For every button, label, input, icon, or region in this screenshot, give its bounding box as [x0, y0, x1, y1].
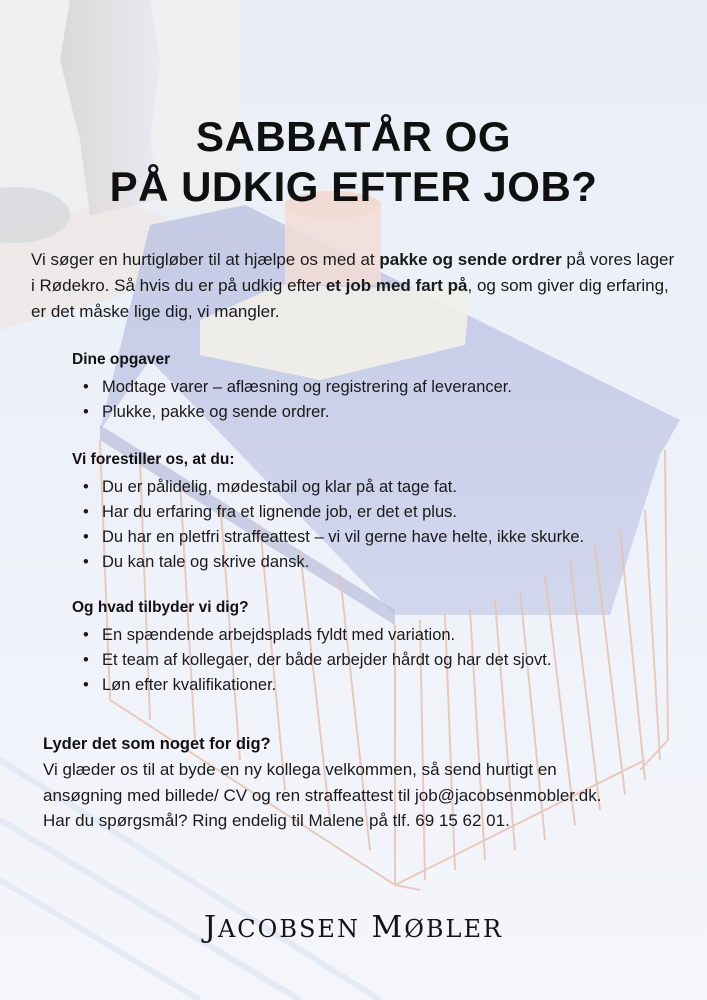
company-logo [0, 910, 707, 945]
list-item: • En spændende arbejdsplads fyldt med variation. [72, 623, 672, 648]
intro-text-3: , og som giver dig erfaring, er det måske lige dig, vi mangler. [31, 276, 669, 321]
section-heading: Vi forestiller os, at du: [72, 451, 235, 468]
list-item: • Løn efter kvalifikationer. [72, 673, 672, 698]
logo-initial-j: J [203, 910, 218, 945]
closing-heading: Lyder det som noget for dig? [43, 735, 271, 753]
closing-section [43, 732, 683, 834]
logo-text-obler: ØBLER [404, 915, 504, 943]
list-item: • Modtage varer – aflæsning og registrering af leverancer. [72, 375, 672, 400]
list-item: • Du har en pletfri straffeattest – vi vil gerne have helte, ikke skurke. [72, 525, 672, 550]
section-heading: Og hvad tilbyder vi dig? [72, 599, 249, 616]
list-item: • Plukke, pakke og sende ordrer. [72, 400, 672, 425]
logo-text-acobsen: ACOBSEN [217, 915, 360, 943]
section-offer [72, 597, 672, 698]
intro-bold-2: et job med fart på [325, 276, 468, 295]
offer-list [72, 623, 672, 698]
title-line-1: SABBATÅR OG [195, 113, 512, 160]
section-heading: Dine opgaver [72, 351, 171, 368]
section-requirements [72, 449, 672, 575]
intro-paragraph [31, 247, 681, 325]
closing-line-1: Vi glæder os til at byde en ny kollega velkommen, så send hurtigt en [43, 760, 557, 779]
logo-initial-m: M [371, 910, 405, 945]
intro-text-2: på vores lager i Rødekro. Så hvis du er på udkig efter [31, 250, 675, 295]
list-item: • Et team af kollegaer, der både arbejder hårdt og har det sjovt. [72, 648, 672, 673]
list-item: • Har du erfaring fra et lignende job, er det et plus. [72, 500, 672, 525]
list-item: • Du er pålidelig, mødestabil og klar på at tage fat. [72, 475, 672, 500]
requirements-list [72, 475, 672, 575]
title-line-2: PÅ UDKIG EFTER JOB? [109, 163, 598, 210]
list-item: • Du kan tale og skrive dansk. [72, 550, 672, 575]
task-list [72, 375, 672, 425]
intro-text-1: Vi søger en hurtigløber til at hjælpe os med at [31, 250, 380, 269]
closing-line-3: Har du spørgsmål? Ring endelig til Malene på tlf. 69 15 62 01. [43, 811, 510, 830]
intro-bold-1: pakke og sende ordrer [379, 250, 562, 269]
section-tasks [72, 349, 672, 425]
page-title [0, 112, 707, 212]
closing-line-2: ansøgning med billede/ CV og ren straffeattest til job@jacobsenmobler.dk. [43, 785, 602, 805]
